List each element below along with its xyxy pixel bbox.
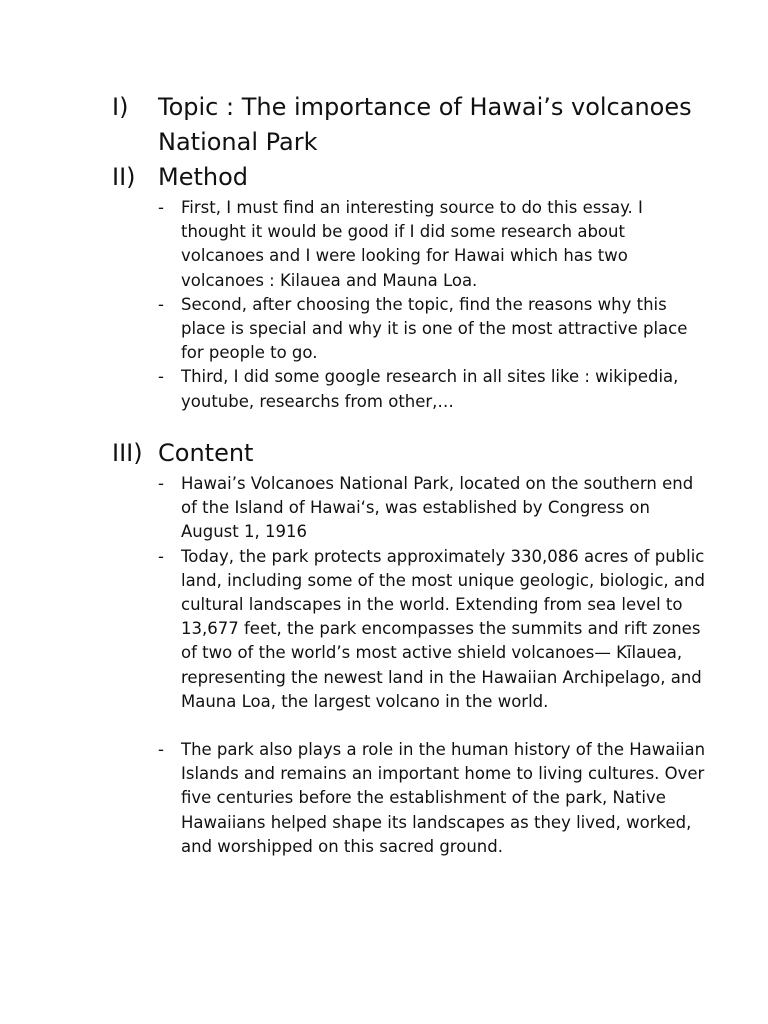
- bullet-dash: -: [158, 198, 164, 217]
- bullet-dash: -: [158, 294, 164, 314]
- bullet-list: [112, 472, 712, 859]
- bullet-dash: -: [158, 367, 164, 387]
- section-number: II): [112, 163, 136, 191]
- list-item: [112, 545, 712, 714]
- section-heading: [112, 90, 712, 160]
- list-item: [112, 472, 712, 545]
- section-title: Method: [158, 163, 249, 191]
- list-item: [112, 196, 712, 293]
- list-item: [112, 738, 712, 859]
- section-topic: [112, 90, 712, 160]
- bullet-text: Second, after choosing the topic, find the reasons why this place is special and why it is one of the most attractive place for people to go.: [181, 294, 688, 363]
- bullet-dash: -: [158, 474, 164, 493]
- bullet-text: Today, the park protects approximately 330,086 acres of public land, including some of the most unique geologic, biologic, and cultural landscapes in the world. Extending from sea level to 13,677 feet, the park encompasses the summits and rift zones of two of the world’s most active shield volcanoes— Kīlauea, representing the newest land in the Hawaiian Archipelago, and Mauna Loa, the largest volcano in the world.: [181, 546, 705, 711]
- section-number: III): [112, 439, 143, 467]
- bullet-dash: -: [158, 546, 164, 566]
- bullet-text: Hawai’s Volcanoes National Park, located on the southern end of the Island of Hawai‘s, was established by Congress on August 1, 1916: [181, 474, 694, 542]
- bullet-text: Third, I did some google research in all sites like : wikipedia, youtube, researchs from other,…: [181, 367, 679, 411]
- bullet-text: The park also plays a role in the human history of the Hawaiian Islands and remains an important home to living cultures. Over five centuries before the establishment of the park, Native Hawaiians helped shape its landscapes as they lived, worked, and worshipped on this sacred ground.: [181, 740, 706, 856]
- section-title: Topic : The importance of Hawai’s volcanoes National Park: [158, 93, 692, 156]
- bullet-list: [112, 196, 712, 414]
- section-method: [112, 160, 712, 414]
- bullet-text: First, I must find an interesting source to do this essay. I thought it would be good if I did some research about volcanoes and I were looking for Hawai which has two volcanoes : Kilauea and Mauna Loa.: [181, 198, 643, 290]
- list-item: [112, 365, 712, 413]
- section-content: [112, 436, 712, 859]
- section-title: Content: [158, 439, 254, 467]
- section-heading: [112, 160, 712, 195]
- list-item: [112, 293, 712, 366]
- section-heading: [112, 436, 712, 471]
- section-number: I): [112, 93, 129, 121]
- bullet-dash: -: [158, 740, 164, 760]
